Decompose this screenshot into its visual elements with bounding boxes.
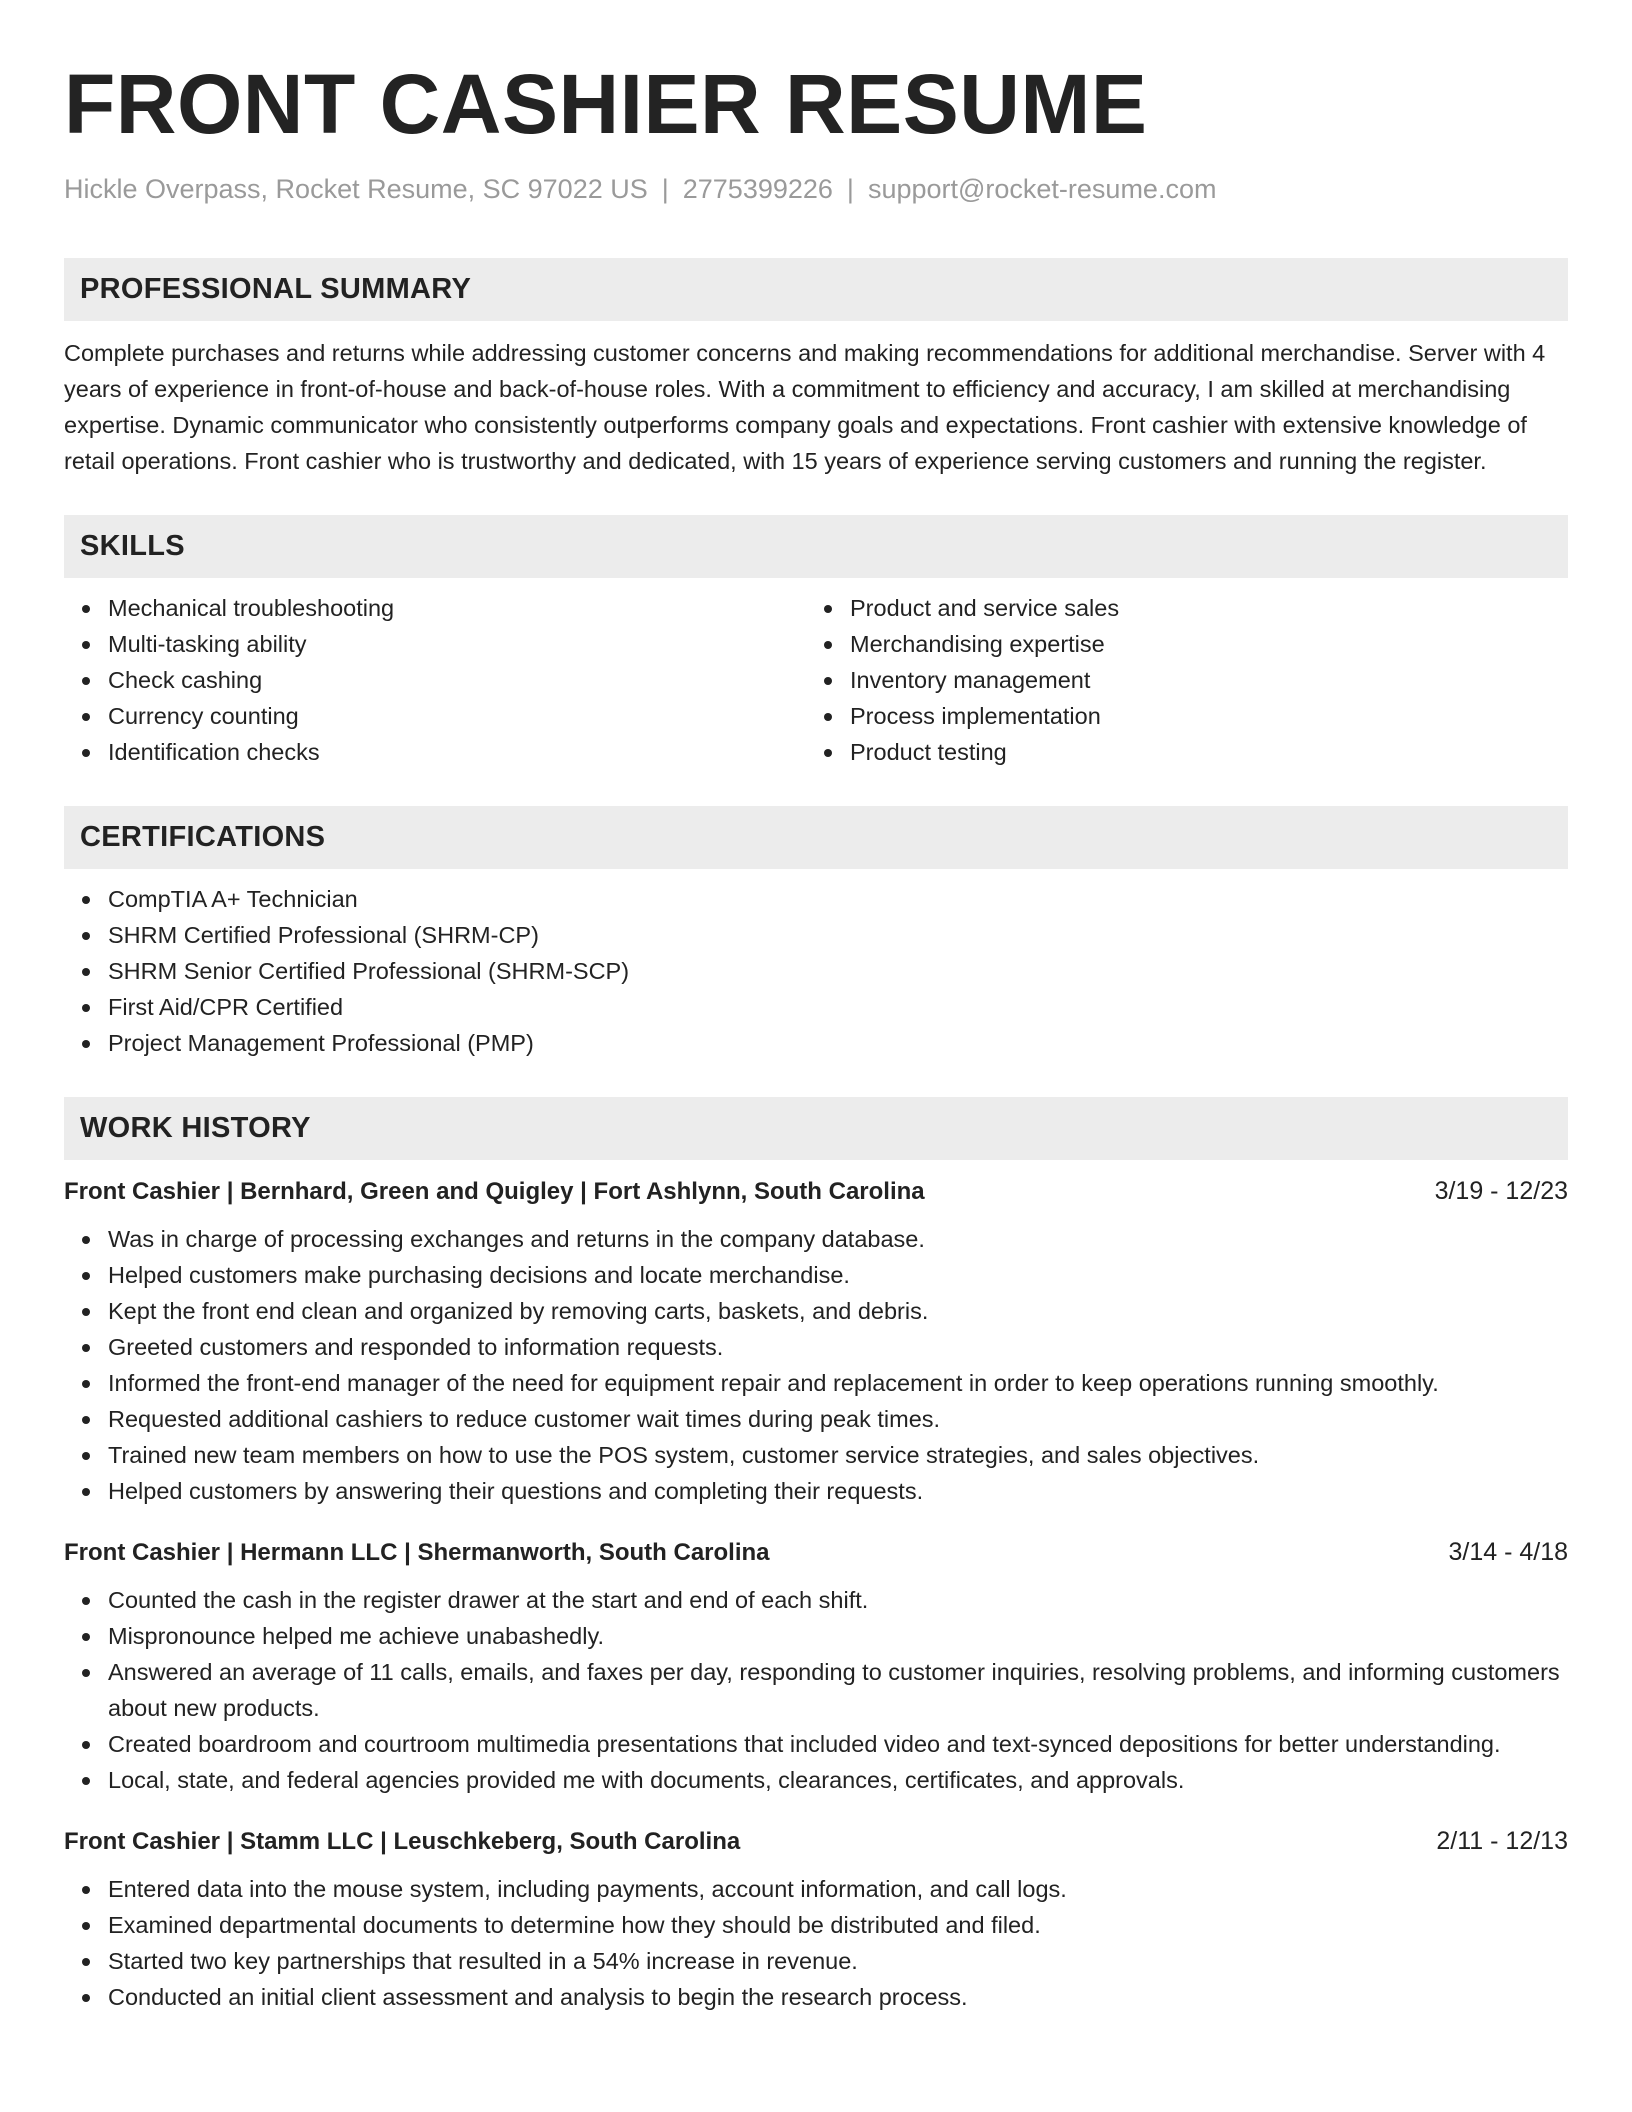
job-dates: 2/11 - 12/13 xyxy=(1436,1827,1568,1855)
job-title: Front Cashier | Hermann LLC | Shermanworth, South Carolina xyxy=(64,1539,770,1566)
job-duty: Created boardroom and courtroom multimedia presentations that included video and text-synced depositions for better understanding. xyxy=(108,1726,1568,1762)
page-title: FRONT CASHIER RESUME xyxy=(64,57,1148,151)
job-duty: Kept the front end clean and organized by removing carts, baskets, and debris. xyxy=(108,1293,1568,1329)
job-header xyxy=(64,1535,1568,1570)
job-entry xyxy=(64,1535,1568,1798)
contact-separator: | xyxy=(846,174,854,204)
skill-item: Check cashing xyxy=(108,662,806,698)
skill-item: Product and service sales xyxy=(850,590,1548,626)
job-duty: Answered an average of 11 calls, emails, and faxes per day, responding to customer inquiries, resolving problems, and informing customers about new products. xyxy=(108,1654,1568,1726)
job-duty: Requested additional cashiers to reduce customer wait times during peak times. xyxy=(108,1401,1568,1437)
job-duty: Examined departmental documents to determine how they should be distributed and filed. xyxy=(108,1907,1568,1943)
skill-item: Process implementation xyxy=(850,698,1548,734)
job-duty: Helped customers make purchasing decisions and locate merchandise. xyxy=(108,1257,1568,1293)
certification-item: SHRM Senior Certified Professional (SHRM-SCP) xyxy=(108,953,1568,989)
job-duty: Started two key partnerships that resulted in a 54% increase in revenue. xyxy=(108,1943,1568,1979)
section-heading-summary: PROFESSIONAL SUMMARY xyxy=(64,258,1568,321)
job-duty: Trained new team members on how to use the POS system, customer service strategies, and sales objectives. xyxy=(108,1437,1568,1473)
job-duty: Greeted customers and responded to information requests. xyxy=(108,1329,1568,1365)
skill-item: Inventory management xyxy=(850,662,1548,698)
skill-item: Merchandising expertise xyxy=(850,626,1548,662)
job-entry xyxy=(64,1174,1568,1509)
contact-line xyxy=(64,172,1568,206)
job-title: Front Cashier | Bernhard, Green and Quigley | Fort Ashlynn, South Carolina xyxy=(64,1178,925,1205)
job-duty: Helped customers by answering their questions and completing their requests. xyxy=(108,1473,1568,1509)
job-title: Front Cashier | Stamm LLC | Leuschkeberg, South Carolina xyxy=(64,1828,741,1855)
contact-email: support@rocket-resume.com xyxy=(867,174,1217,204)
skill-item: Identification checks xyxy=(108,734,806,770)
certifications-list xyxy=(64,881,1568,1061)
job-duty: Conducted an initial client assessment and analysis to begin the research process. xyxy=(108,1979,1568,2015)
job-duties xyxy=(64,1582,1568,1798)
skills-list-left xyxy=(64,590,806,770)
certification-item: First Aid/CPR Certified xyxy=(108,989,1568,1025)
job-header xyxy=(64,1174,1568,1209)
job-duty: Was in charge of processing exchanges and returns in the company database. xyxy=(108,1221,1568,1257)
certification-item: Project Management Professional (PMP) xyxy=(108,1025,1568,1061)
contact-separator: | xyxy=(661,174,669,204)
job-duties xyxy=(64,1871,1568,2015)
job-dates: 3/19 - 12/23 xyxy=(1434,1177,1568,1205)
certification-item: SHRM Certified Professional (SHRM-CP) xyxy=(108,917,1568,953)
job-entry xyxy=(64,1824,1568,2015)
section-heading-certifications: CERTIFICATIONS xyxy=(64,806,1568,869)
skill-item: Currency counting xyxy=(108,698,806,734)
certification-item: CompTIA A+ Technician xyxy=(108,881,1568,917)
job-dates: 3/14 - 4/18 xyxy=(1448,1538,1568,1566)
section-heading-work-history: WORK HISTORY xyxy=(64,1097,1568,1160)
job-duty: Local, state, and federal agencies provided me with documents, clearances, certificates, and approvals. xyxy=(108,1762,1568,1798)
skills-list-right xyxy=(806,590,1548,770)
job-header xyxy=(64,1824,1568,1859)
job-duty: Counted the cash in the register drawer at the start and end of each shift. xyxy=(108,1582,1568,1618)
section-heading-skills: SKILLS xyxy=(64,515,1568,578)
job-duty: Informed the front-end manager of the need for equipment repair and replacement in order to keep operations running smoothly. xyxy=(108,1365,1568,1401)
skills-grid xyxy=(64,578,1568,770)
job-duty: Entered data into the mouse system, including payments, account information, and call logs. xyxy=(108,1871,1568,1907)
job-duty: Mispronounce helped me achieve unabashedly. xyxy=(108,1618,1568,1654)
skill-item: Multi-tasking ability xyxy=(108,626,806,662)
contact-phone: 2775399226 xyxy=(682,174,833,204)
job-duties xyxy=(64,1221,1568,1509)
summary-text: Complete purchases and returns while addressing customer concerns and making recommendations for additional merchandise. Server with 4 years of experience in front-of-house and back-of-house roles. With a commitment to efficiency and accuracy, I am skilled at merchandising expertise. Dynamic communicator who consistently outperforms company goals and expectations. Front cashier with extensive knowledge of retail operations. Front cashier who is trustworthy and dedicated, with 15 years of experience serving customers and running the register. xyxy=(64,340,1546,474)
skill-item: Mechanical troubleshooting xyxy=(108,590,806,626)
skill-item: Product testing xyxy=(850,734,1548,770)
contact-address: Hickle Overpass, Rocket Resume, SC 97022 US xyxy=(64,174,648,204)
